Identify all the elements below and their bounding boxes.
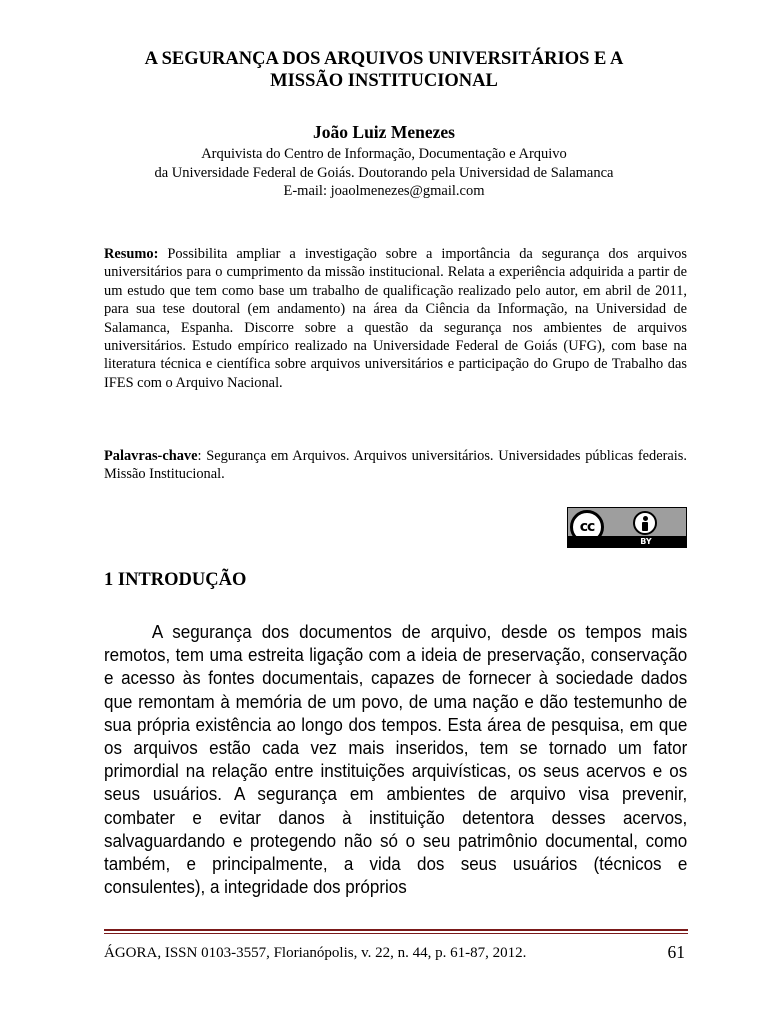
section-body-paragraph: A segurança dos documentos de arquivo, desde os tempos mais remotos, tem uma estreita ligação com a ideia de preservação, conservação e acesso às fontes documentais, capazes de fornecer à sociedade dados que remontam à memória de um povo, de uma nação e dão testemunho de sua própria existência ao longo dos tempos. Esta área de pesquisa, em que os arquivos estão cada vez mais inseridos, tem se tornado um fator primordial na relação entre instituições arquivísticas, os seus acervos e os seus usuários. A segurança em ambientes de arquivo visa prevenir, combater e evitar danos à instituição detentora desses acervos, salvaguardando e protegendo não só o seu patrimônio documental, como também, e principalmente, a vida dos seus usuários (técnicos e consulentes), a integridade dos próprios (104, 621, 688, 898)
creative-commons-by-icon[interactable] (567, 507, 687, 548)
author-email: E-mail: joaolmenezes@gmail.com (283, 183, 485, 199)
author-name: João Luiz Menezes (313, 122, 455, 142)
title-line-1: A SEGURANÇA DOS ARQUIVOS UNIVERSITÁRIOS E A (144, 49, 624, 69)
title-line-2: MISSÃO INSTITUCIONAL (270, 71, 498, 91)
keywords (104, 447, 687, 484)
attribution-person-icon (633, 511, 657, 535)
article-title (80, 48, 688, 92)
affiliation-line-2: da Universidade Federal de Goiás. Doutorando pela Universidad de Salamanca (154, 164, 614, 181)
author-affiliation (80, 145, 688, 201)
affiliation-line-1: Arquivista do Centro de Informação, Documentação e Arquivo (201, 146, 567, 162)
journal-citation: ÁGORA, ISSN 0103-3557, Florianópolis, v. 22, n. 44, p. 61-87, 2012. (104, 945, 527, 961)
by-label: BY (640, 537, 652, 546)
cc-icon: cc (570, 510, 604, 544)
license-strip (568, 536, 686, 547)
abstract-text: Possibilita ampliar a investigação sobre a importância da segurança dos arquivos universitários para o cumprimento da missão institucional. Relata a experiência adquirida a partir de um estudo que tem como base um trabalho de qualificação realizado pelo autor, em abril de 2011, para sua tese doutoral (em andamento) na área da Ciência da Informação, na Universidad de Salamanca, Espanha. Discorre sobre a questão da segurança nos ambientes de arquivos universitários. Estudo empírico realizado na Universidade Federal de Goiás (UFG), com base na literatura técnica e científica sobre arquivos universitários e participação do Grupo de Trabalho das IFES com o Arquivo Nacional. (104, 246, 687, 391)
section-heading: 1 INTRODUÇÃO (104, 570, 247, 590)
abstract-label: Resumo: (104, 246, 159, 262)
abstract (104, 245, 687, 392)
page-number: 61 (667, 942, 685, 962)
keywords-text: : Segurança em Arquivos. Arquivos universitários. Universidades públicas federais. Missão Institucional. (104, 448, 687, 483)
footer-rule-thick (104, 929, 688, 931)
footer-rule-thin (104, 933, 688, 934)
keywords-label: Palavras-chave (104, 448, 198, 464)
